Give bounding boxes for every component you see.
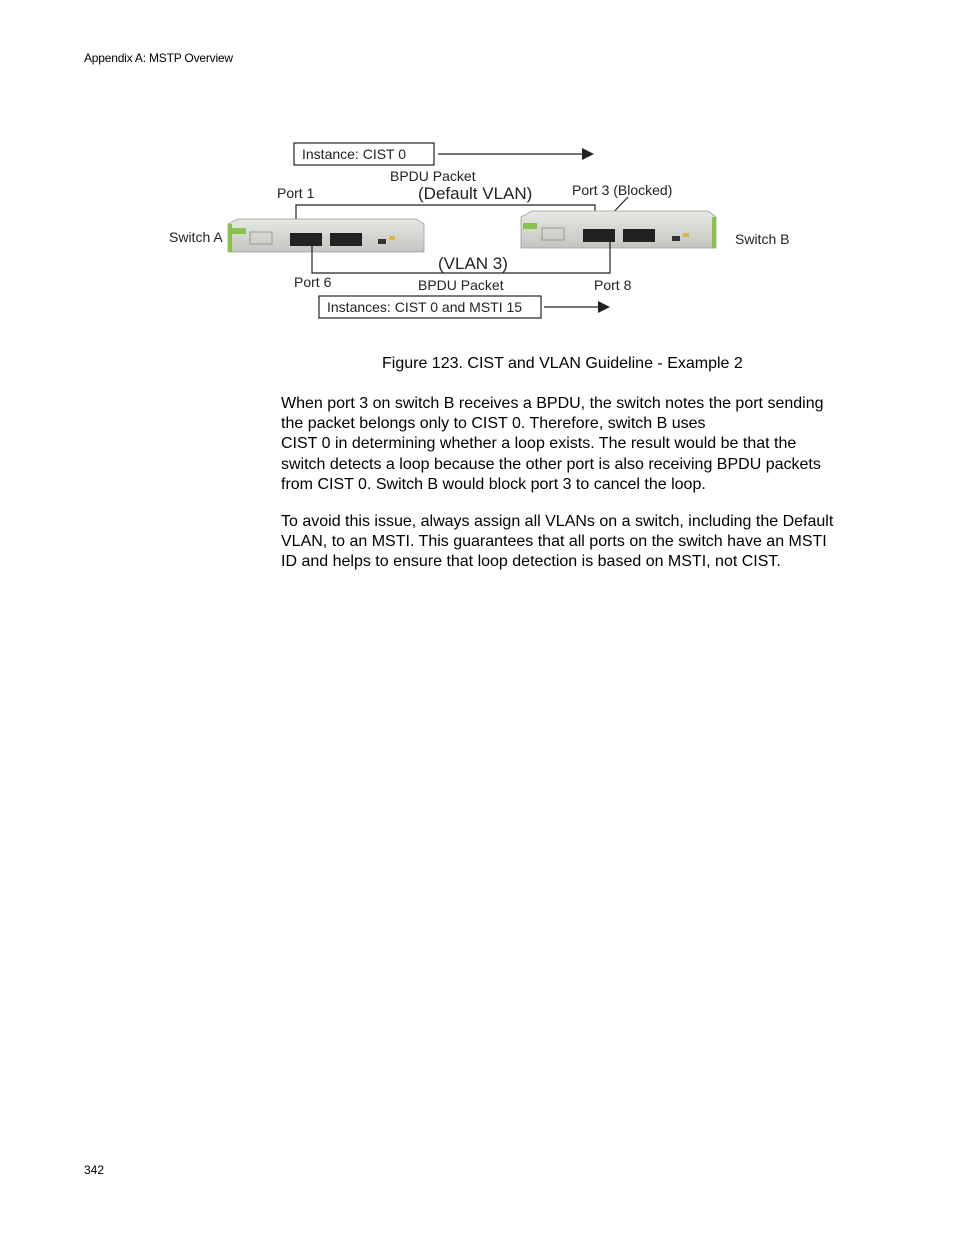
port3-label: Port 3 (Blocked) xyxy=(572,182,673,198)
top-packet-label: BPDU Packet xyxy=(390,168,476,184)
paragraph-line: ID and helps to ensure that loop detection is based on MSTI, not CIST. xyxy=(281,553,781,571)
page-number: 342 xyxy=(84,1163,105,1177)
paragraph-loop-detection xyxy=(281,394,881,495)
port8-label: Port 8 xyxy=(594,277,632,293)
paragraph-line: To avoid this issue, always assign all VLANs on a switch, including the Default xyxy=(281,513,834,530)
paragraph-line: VLAN, to an MSTI. This guarantees that all ports on the switch have an MSTI xyxy=(281,533,827,551)
bottom-instance-label: Instances: CIST 0 and MSTI 15 xyxy=(327,299,523,315)
paragraph-line: CIST 0 in determining whether a loop exists. The result would be that the xyxy=(281,435,797,453)
top-arrow-head xyxy=(582,148,594,160)
paragraph-msti-advice xyxy=(281,512,881,573)
switch-a-label: Switch A xyxy=(169,229,223,245)
paragraph-line: switch detects a loop because the other port is also receiving BPDU packets xyxy=(281,455,821,473)
bottom-arrow-head xyxy=(598,301,610,313)
mstp-diagram xyxy=(160,135,810,330)
switch-b xyxy=(521,211,716,248)
top-instance-label: Instance: CIST 0 xyxy=(302,146,407,162)
bottom-packet-label: BPDU Packet xyxy=(418,277,504,293)
mstp-diagram-figure xyxy=(160,135,810,330)
bottom-vlan-label: (VLAN 3) xyxy=(438,254,508,273)
running-header: Appendix A: MSTP Overview xyxy=(84,51,233,65)
port6-label: Port 6 xyxy=(294,274,332,290)
port1-label: Port 1 xyxy=(277,185,315,201)
paragraph-line: from CIST 0. Switch B would block port 3 to cancel the loop. xyxy=(281,475,706,493)
figure-caption: Figure 123. CIST and VLAN Guideline - Example 2 xyxy=(382,355,743,372)
paragraph-line: When port 3 on switch B receives a BPDU, the switch notes the port sending xyxy=(281,395,824,412)
top-vlan-label: (Default VLAN) xyxy=(418,184,533,203)
paragraph-line: the packet belongs only to CIST 0. Therefore, switch B uses xyxy=(281,415,706,433)
switch-a xyxy=(228,219,424,252)
switch-b-label: Switch B xyxy=(735,231,790,247)
